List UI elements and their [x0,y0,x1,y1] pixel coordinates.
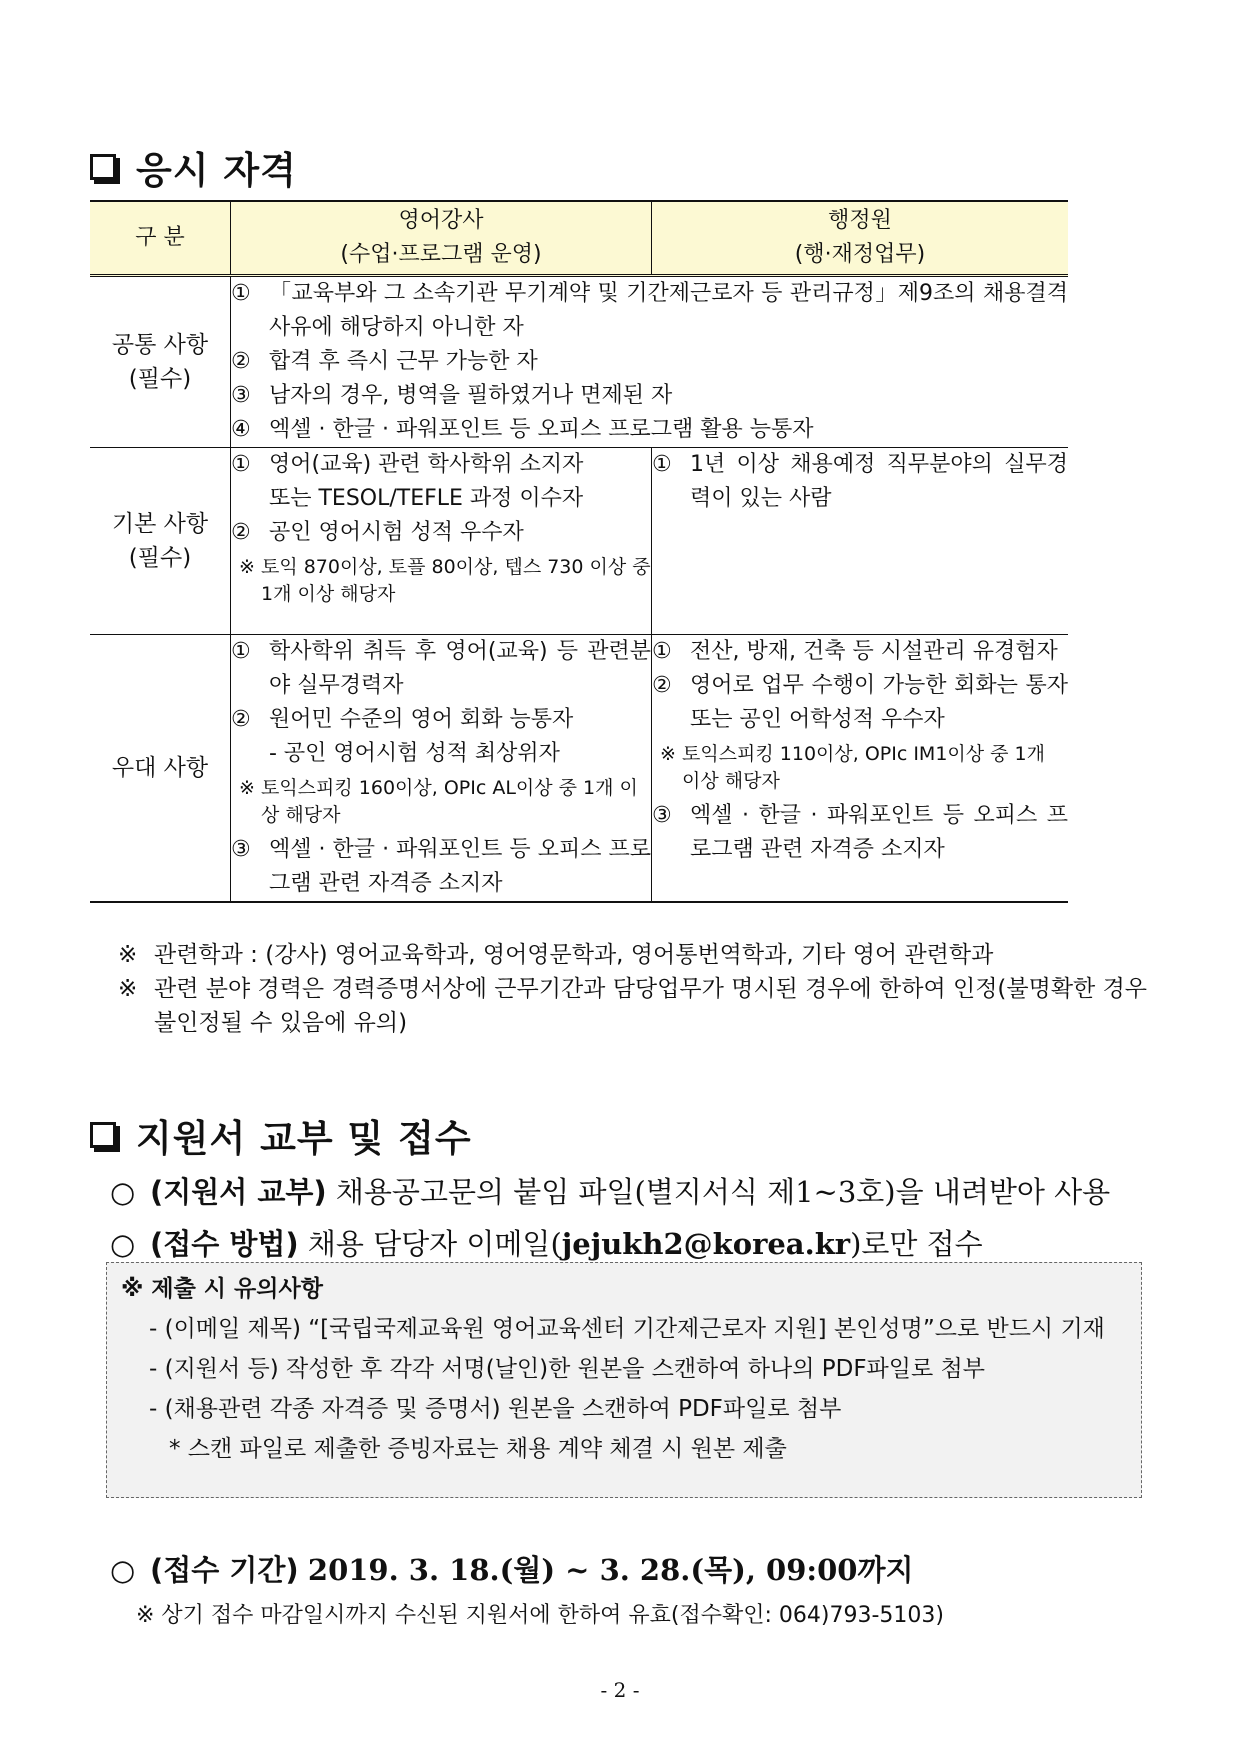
note: ※ 토익스피킹 160이상, OPIc AL이상 중 1개 이상 해당자 [239,777,638,826]
note: ※ 토익스피킹 110이상, OPIc IM1이상 중 1개 이상 해당자 [660,743,1045,792]
qualification-table [90,200,1068,903]
list-item: 또는 TESOL/TEFLE 과정 이수자 [269,486,584,511]
page-number: - 2 - [600,1678,640,1702]
preferred-admin [652,635,1069,903]
row-label-preferred: 우대 사항 [90,635,231,903]
list-item: ② 원어민 수준의 영어 회화 능통자 [231,707,574,732]
notice-line: * 스캔 파일로 제출한 증빙자료는 채용 계약 체결 시 원본 제출 [169,1436,787,1462]
application-period-line: ○ (접수 기간) 2019. 3. 18.(월) ~ 3. 28.(목), 09:00까지 [110,1553,914,1587]
period-note: ※ 상기 접수 마감일시까지 수신된 지원서에 한하여 유효(접수확인: 064)793-5103) [136,1603,945,1628]
notice-line: - (채용관련 각종 자격증 및 증명서) 원본을 스캔하여 PDF파일로 첨부 [149,1396,842,1422]
table-header-row [90,201,1068,276]
remark: ※ 관련학과 : (강사) 영어교육학과, 영어영문학과, 영어통번역학과, 기타 영어 관련학과 [118,942,994,968]
table-row-common [90,276,1068,448]
bullet-circle-icon: ○ [110,1553,136,1587]
notice-line: - (이메일 제목) “[국립국제교육원 영어교육센터 기간제근로자 지원] 본인성명”으로 반드시 기재 [149,1316,1105,1342]
sub-item: - 공인 영어시험 성적 최상위자 [269,741,560,766]
list-item: ④ 엑셀 · 한글 · 파워포인트 등 오피스 프로그램 활용 능통자 [231,417,814,442]
application-method-line: ○ (접수 방법) 채용 담당자 이메일( jejukh2@korea.kr )로만 접수 [110,1227,983,1261]
application-form-line: ○ (지원서 교부) 채용공고문의 붙임 파일(별지서식 제1~3호)을 내려받아 사용 [110,1175,1111,1209]
note: ※ 토익 870이상, 토플 80이상, 텝스 730 이상 중 1개 이상 해당자 [239,556,651,605]
common-requirements [231,276,1069,448]
header-teacher: 영어강사 (수업·프로그램 운영) [231,201,652,276]
list-item: ① 1년 이상 채용예정 직무분야의 실무경력이 있는 사람 [652,452,1068,511]
header-category: 구 분 [90,201,231,276]
checkbox-square-icon [90,154,116,180]
bullet-circle-icon: ○ [110,1227,136,1261]
list-item: ① 영어(교육) 관련 학사학위 소지자 [231,452,584,477]
basic-admin [652,448,1069,635]
remark: ※ 관련 분야 경력은 경력증명서상에 근무기간과 담당업무가 명시된 경우에 한하여 인정(불명확한 경우 불인정될 수 있음에 유의) [118,976,1148,1036]
section-heading-application: 지원서 교부 및 접수 [90,1108,472,1162]
list-item: ② 합격 후 즉시 근무 가능한 자 [231,349,538,374]
row-label-common: 공통 사항 (필수) [90,276,231,448]
list-item: ① 학사학위 취득 후 영어(교육) 등 관련분야 실무경력자 [231,639,651,698]
header-admin: 행정원 (행·재정업무) [652,201,1069,276]
table-remarks [118,938,1158,1040]
preferred-teacher [231,635,652,903]
checkbox-square-icon [90,1122,116,1148]
list-item: ① 전산, 방재, 건축 등 시설관리 유경험자 [652,639,1058,664]
section-heading-qualification: 응시 자격 [90,140,297,194]
list-item: ② 영어로 업무 수행이 가능한 회화는 통자 또는 공인 어학성적 우수자 [652,673,1068,732]
basic-teacher [231,448,652,635]
list-item: ① 「교육부와 그 소속기관 무기계약 및 기간제근로자 등 관리규정」제9조의 채용결격사유에 해당하지 아니한 자 [231,281,1068,340]
bullet-circle-icon: ○ [110,1175,136,1209]
list-item: ② 공인 영어시험 성적 우수자 [231,520,524,545]
table-row-basic [90,448,1068,635]
list-item: ③ 남자의 경우, 병역을 필하였거나 면제된 자 [231,383,673,408]
submission-notice-box [106,1262,1142,1498]
list-item: ③ 엑셀 · 한글 · 파워포인트 등 오피스 프로그램 관련 자격증 소지자 [652,803,1068,862]
notice-title: ※ 제출 시 유의사항 [121,1276,323,1302]
row-label-basic: 기본 사항 (필수) [90,448,231,635]
email-link[interactable]: jejukh2@korea.kr [561,1227,851,1261]
table-row-preferred [90,635,1068,903]
notice-line: - (지원서 등) 작성한 후 각각 서명(날인)한 원본을 스캔하여 하나의 PDF파일로 첨부 [149,1356,985,1382]
list-item: ③ 엑셀 · 한글 · 파워포인트 등 오피스 프로그램 관련 자격증 소지자 [231,837,651,896]
